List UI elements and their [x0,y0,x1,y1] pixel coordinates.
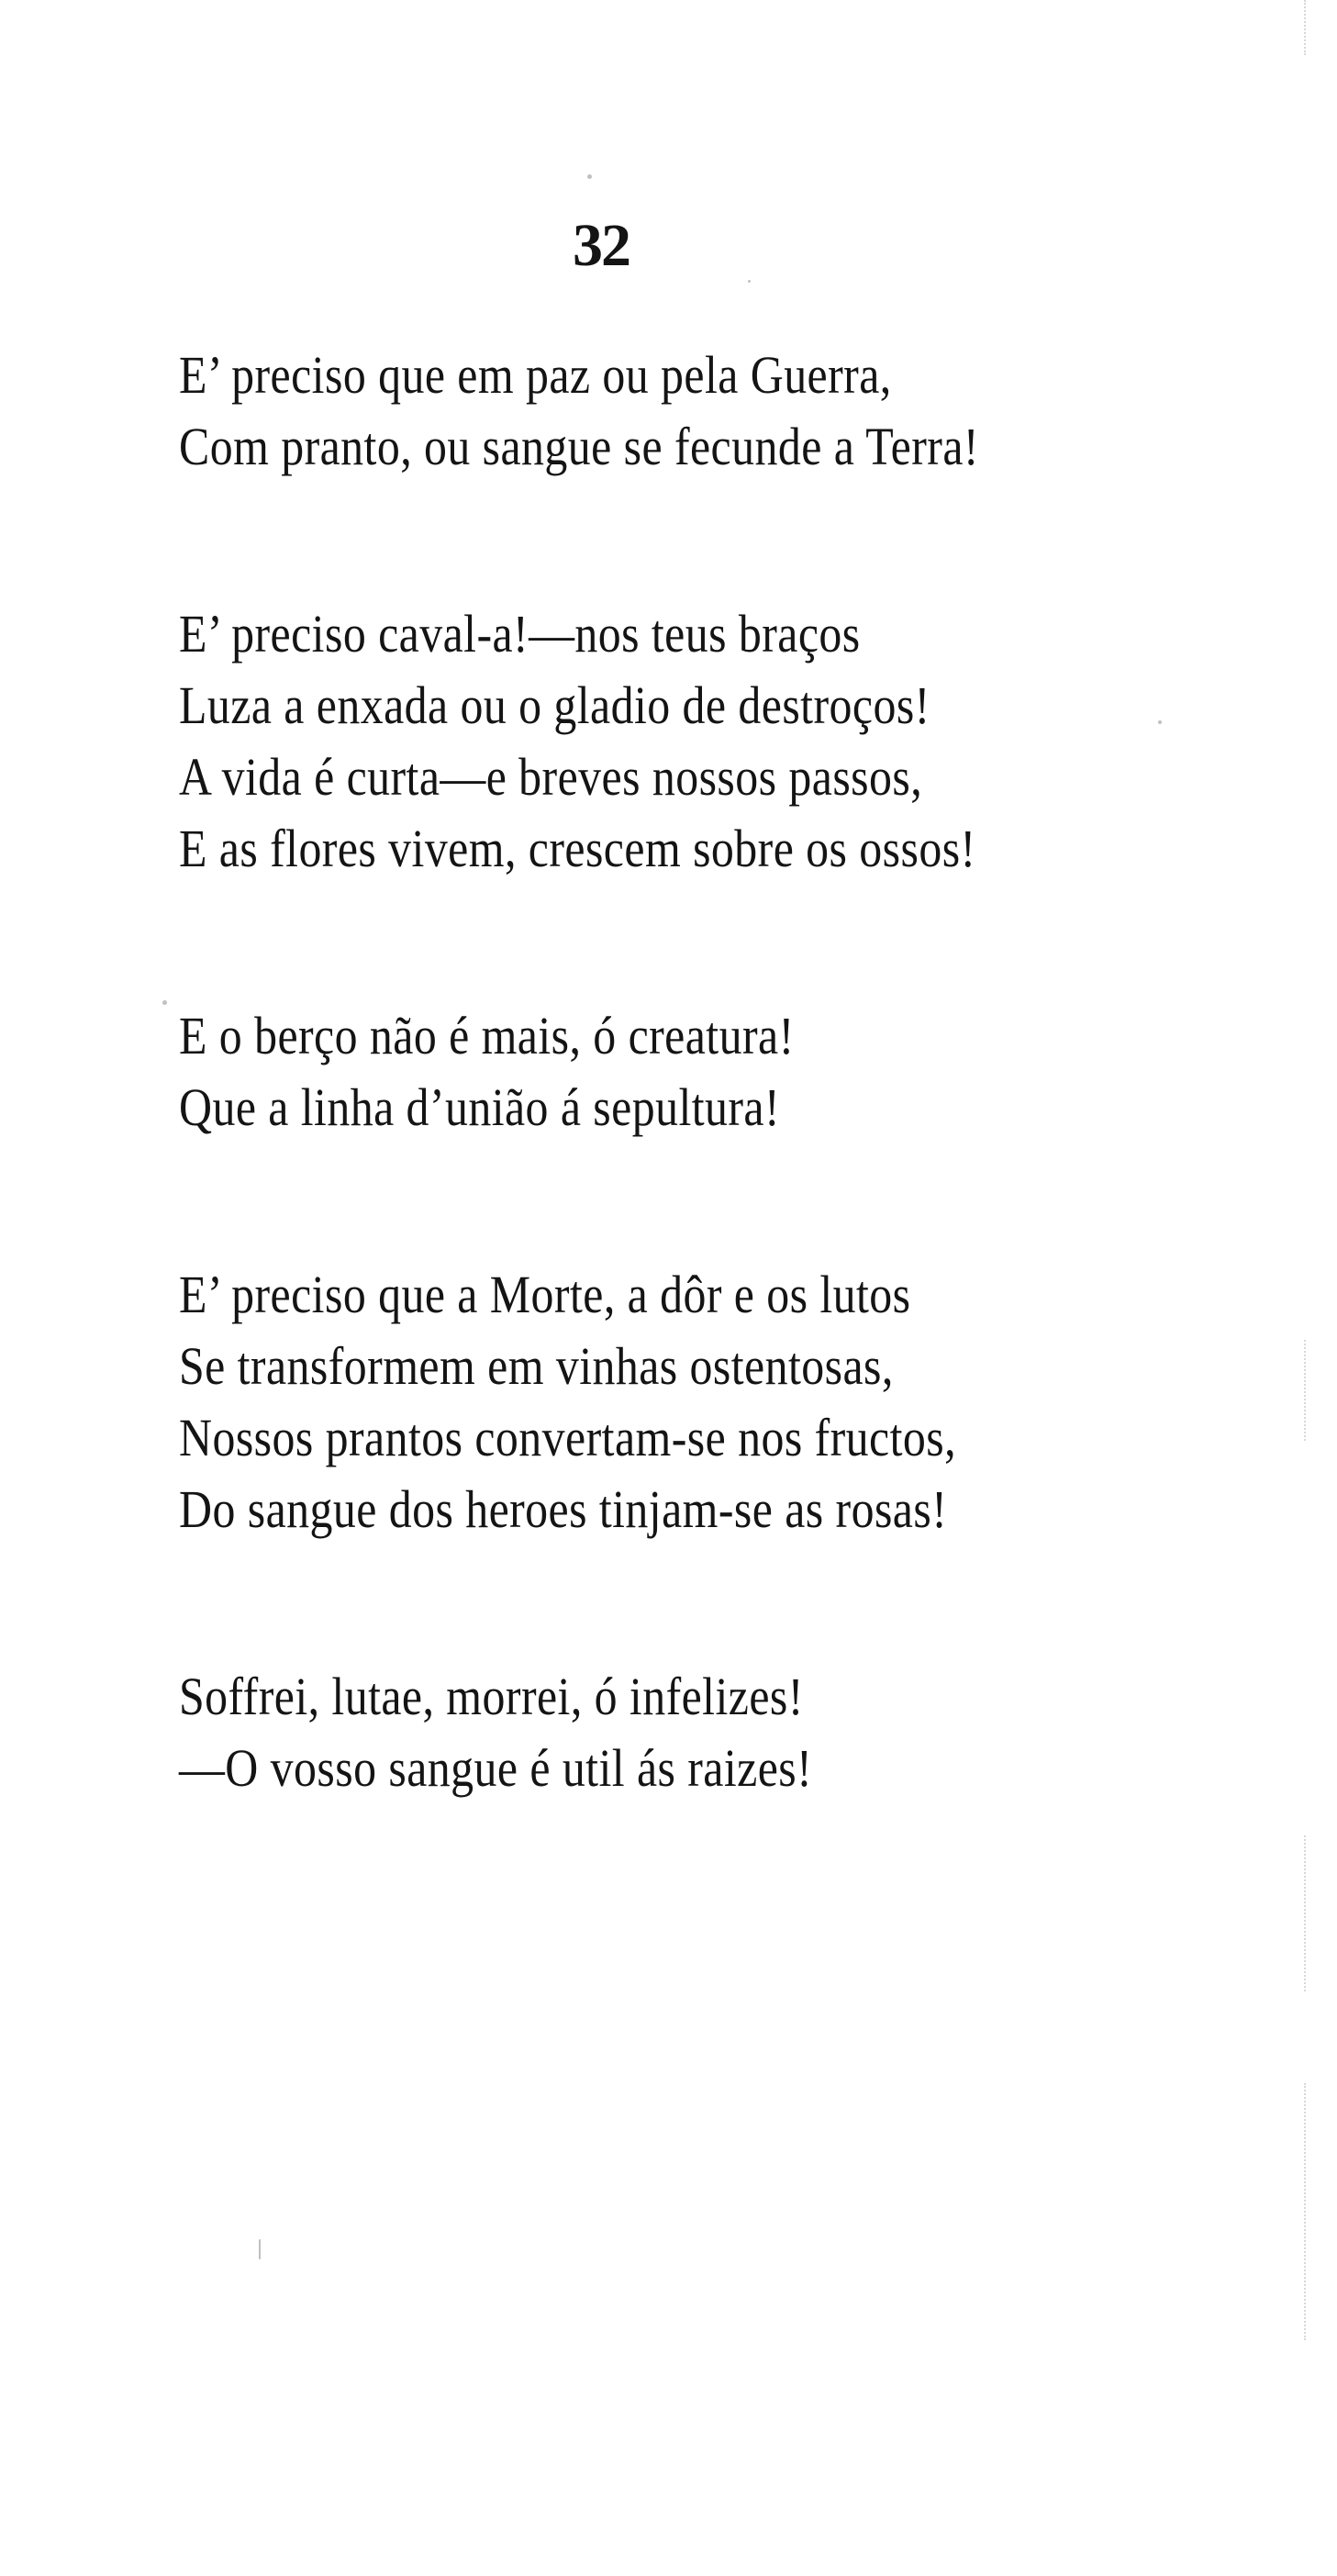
poem-line: E o berço não é mais, ó creatura! [179,1006,795,1065]
poem-line: Com pranto, ou sangue se fecunde a Terra! [179,417,979,476]
page-number: 32 [573,212,630,279]
stanza-1 [179,340,1207,483]
stanza-4 [179,1259,1207,1545]
poem-line: Nossos prantos convertam-se nos fructos, [179,1408,956,1467]
poem [179,340,1207,1920]
scan-speck [748,280,751,283]
edge-noise [1304,1835,1331,1991]
edge-noise [1304,2083,1331,2340]
scan-speck [259,2239,261,2259]
scan-speck [162,1000,167,1005]
poem-line: Do sangue dos heroes tinjam-se as rosas! [179,1479,948,1539]
poem-line: Que a linha d’união á sepultura! [179,1077,781,1137]
edge-noise [1304,0,1331,55]
poem-line: Soffrei, lutae, morrei, ó infelizes! [179,1667,804,1726]
poem-line: Luza a enxada ou o gladio de destroços! [179,675,930,735]
poem-line: E’ preciso caval-a!—nos teus braços [179,604,861,664]
scan-speck [587,174,592,179]
poem-line: A vida é curta—e breves nossos passos, [179,747,923,807]
scan-speck [1158,720,1162,724]
poem-line: E’ preciso que em paz ou pela Guerra, [179,345,892,405]
edge-noise [1304,1340,1331,1441]
stanza-3 [179,1000,1207,1143]
poem-line: E’ preciso que a Morte, a dôr e os lutos [179,1265,911,1324]
poem-line: —O vosso sangue é util ás raizes! [179,1738,813,1798]
stanza-5 [179,1661,1207,1804]
poem-line: Se transformem em vinhas ostentosas, [179,1336,894,1396]
poem-line: E as flores vivem, crescem sobre os ossos! [179,819,976,878]
stanza-2 [179,598,1207,885]
